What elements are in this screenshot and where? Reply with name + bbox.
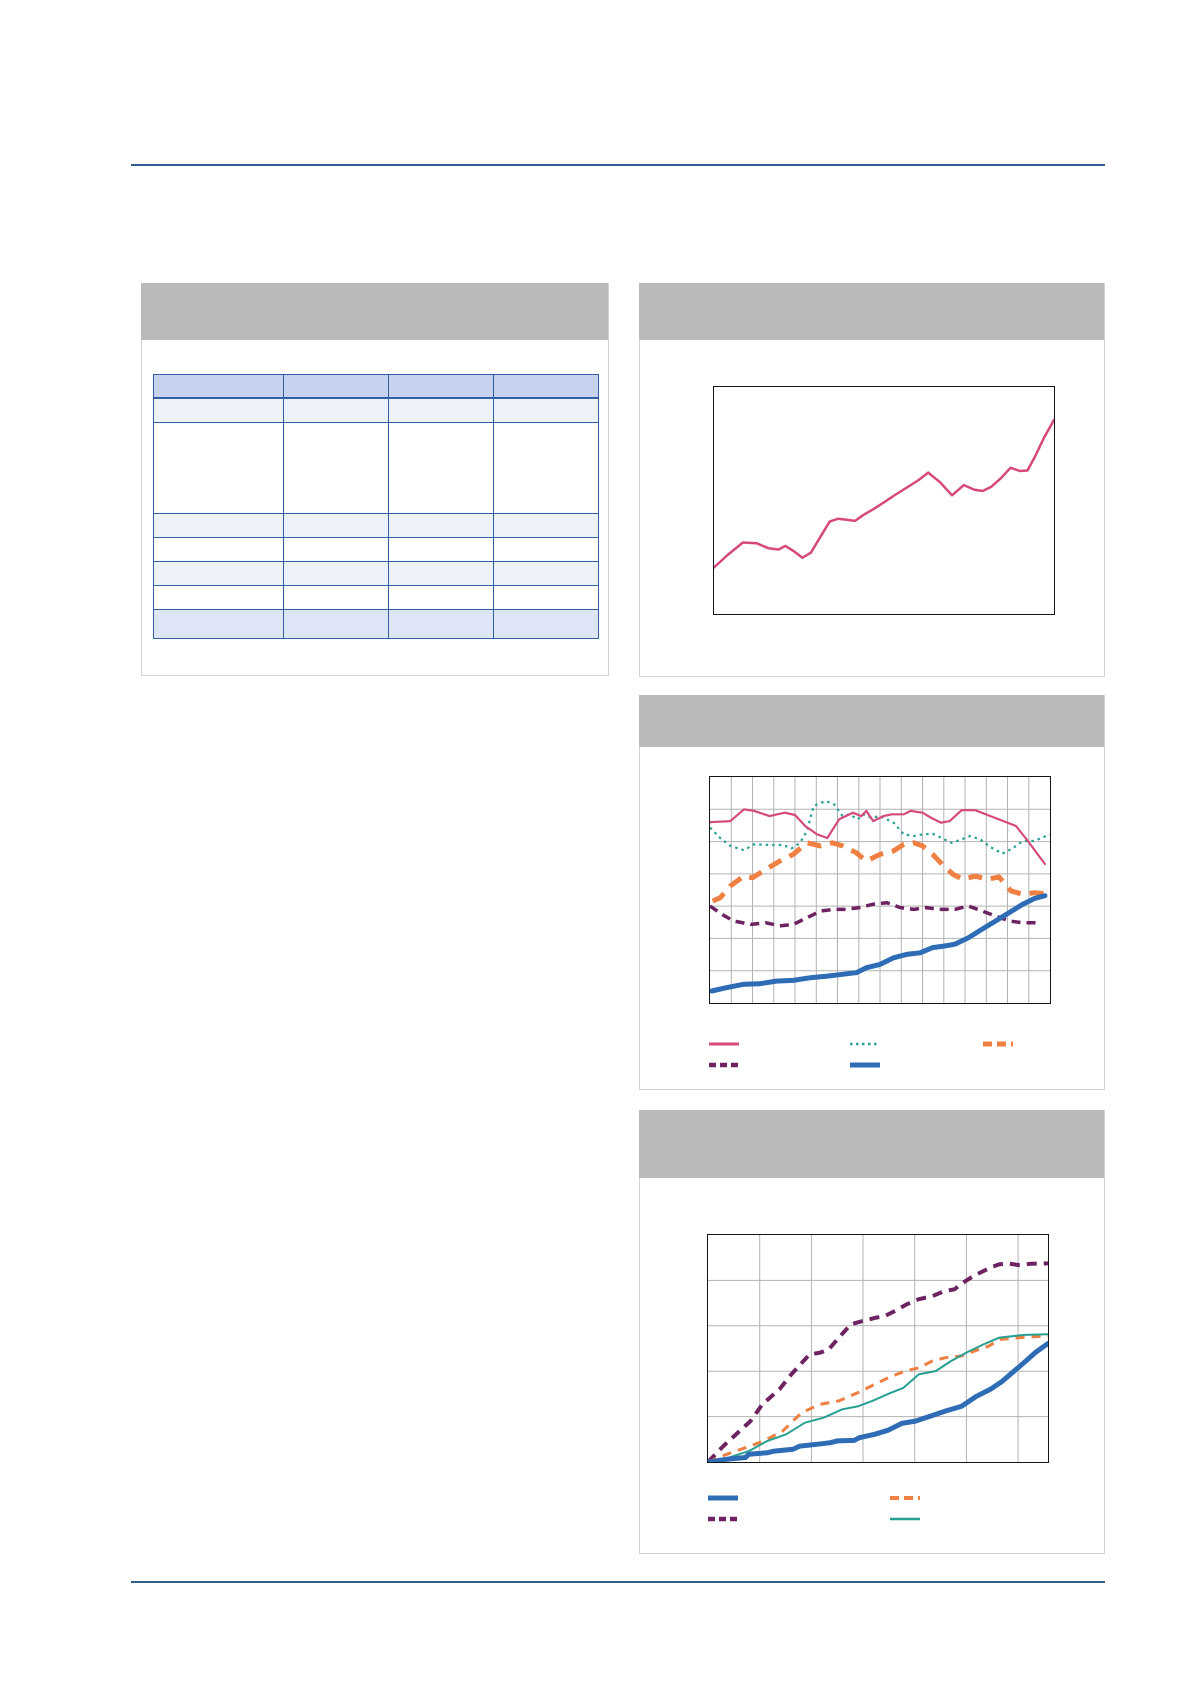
legend-item: [709, 1061, 745, 1069]
top-rule: [131, 164, 1105, 166]
table-row: [154, 514, 599, 538]
legend-swatch-orange: [983, 1040, 1013, 1048]
table-cell: [389, 375, 494, 399]
legend-swatch-teal: [850, 1040, 880, 1048]
legend-swatch-purple: [708, 1515, 738, 1523]
table-cell: [389, 610, 494, 639]
data-table: [153, 374, 599, 639]
chart-card-3: [639, 1110, 1105, 1554]
table-cell: [494, 562, 599, 586]
legend-item: [850, 1061, 886, 1069]
line-chart-2: [709, 776, 1051, 1004]
table-cell: [389, 562, 494, 586]
table-cell: [154, 398, 284, 423]
table-cell: [154, 423, 284, 514]
table-cell: [494, 514, 599, 538]
chart-2-legend: [709, 1033, 1093, 1075]
table-cell: [284, 610, 389, 639]
legend-swatch-orange: [890, 1494, 920, 1502]
chart-card-1: [639, 283, 1105, 677]
table-cell: [494, 423, 599, 514]
table-card: [141, 283, 609, 676]
table-card-title: [142, 283, 608, 299]
table-card-title-bar: [141, 283, 608, 340]
table-cell: [154, 375, 284, 399]
line-chart-3: [707, 1234, 1049, 1463]
bottom-rule: [131, 1581, 1105, 1583]
table-cell: [284, 514, 389, 538]
table-cell: [284, 562, 389, 586]
legend-swatch-blue: [850, 1061, 880, 1069]
chart-card-2-title: [640, 695, 1104, 711]
table-cell: [494, 610, 599, 639]
chart-card-2: [639, 695, 1105, 1090]
table-cell: [389, 398, 494, 423]
table-cell: [154, 562, 284, 586]
table-cell: [154, 586, 284, 610]
table-row: [154, 610, 599, 639]
table-cell: [389, 423, 494, 514]
table-row: [154, 538, 599, 562]
legend-swatch-teal: [890, 1515, 920, 1523]
chart-card-1-title: [640, 283, 1104, 299]
table-row: [154, 423, 599, 514]
legend-item: [709, 1040, 745, 1048]
legend-swatch-purple: [709, 1061, 739, 1069]
table-cell: [389, 514, 494, 538]
chart-3-legend: [708, 1487, 1050, 1529]
line-chart-1: [713, 386, 1055, 615]
table-cell: [154, 538, 284, 562]
legend-item: [983, 1040, 1019, 1048]
legend-swatch-pink: [709, 1040, 739, 1048]
table-cell: [494, 375, 599, 399]
legend-item: [708, 1494, 744, 1502]
legend-item: [708, 1515, 744, 1523]
table-cell: [154, 514, 284, 538]
legend-item: [890, 1494, 926, 1502]
chart-series-line-1: [714, 420, 1054, 568]
legend-swatch-blue: [708, 1494, 738, 1502]
table-cell: [284, 398, 389, 423]
table-body: [154, 375, 599, 639]
chart-card-3-title-bar: [639, 1110, 1104, 1178]
table-cell: [284, 538, 389, 562]
chart-card-2-title-bar: [639, 695, 1104, 747]
table-row: [154, 586, 599, 610]
table-cell: [389, 586, 494, 610]
table-cell: [494, 586, 599, 610]
legend-item: [850, 1040, 886, 1048]
table-cell: [284, 375, 389, 399]
table-row: [154, 398, 599, 423]
chart-series-line-blue: [712, 896, 1045, 991]
table-row: [154, 375, 599, 399]
chart-series-line-orange: [713, 843, 1045, 901]
table-cell: [284, 586, 389, 610]
chart-card-1-title-bar: [639, 283, 1104, 340]
table-cell: [284, 423, 389, 514]
table-cell: [494, 398, 599, 423]
chart-card-3-title: [640, 1110, 1104, 1126]
table-cell: [389, 538, 494, 562]
table-cell: [494, 538, 599, 562]
table-row: [154, 562, 599, 586]
table-cell: [154, 610, 284, 639]
legend-item: [890, 1515, 926, 1523]
